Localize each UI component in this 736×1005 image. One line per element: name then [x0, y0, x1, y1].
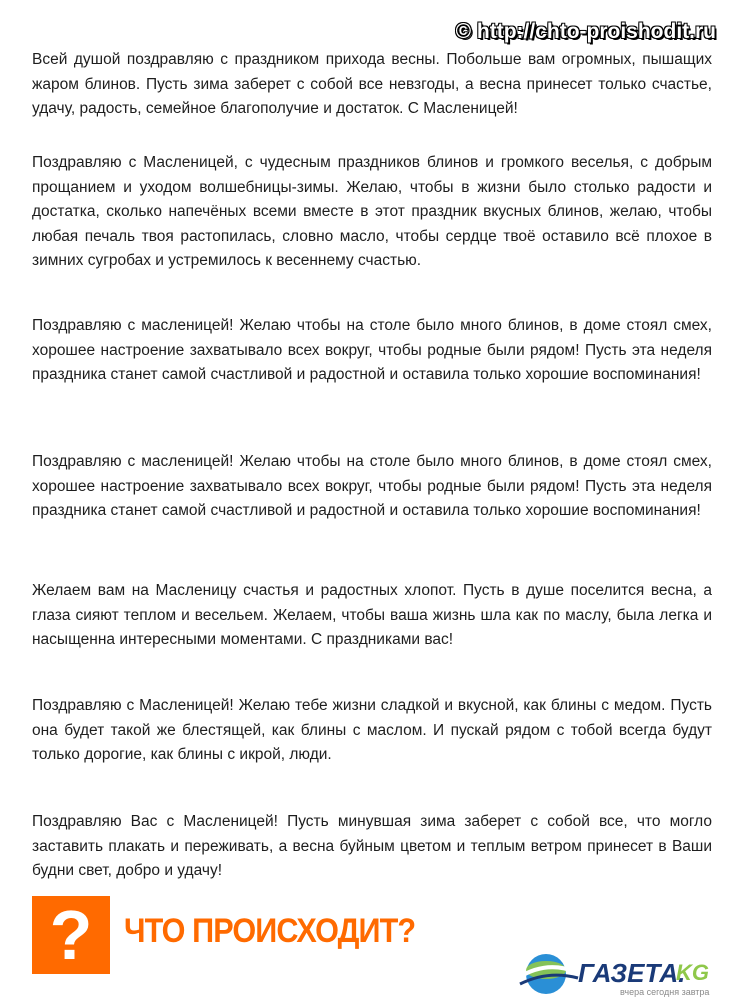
- greeting-paragraph-2: Поздравляю с Масленицей, с чудесным праздников блинов и громкого веселья, с добрым прощанием и уходом волшебницы-зимы. Желаю, чтобы в жизни было столько радости и достатка, сколько напечёных всеми вместе в этот праздник вкусных блинов, желаю, чтобы любая печаль твоя растопилась, словно масло, чтобы сердце твоё оставило всё плохое в зимних сугробах и устремилось к весеннему счастью.: [32, 154, 712, 269]
- greeting-paragraph-7: Поздравляю Вас с Масленицей! Пусть минувшая зима заберет с собой все, что могло заставить плакать и переживать, а весна буйным цветом и теплым ветром принесет в Ваши будни свет, добро и удачу!: [32, 813, 712, 879]
- greeting-paragraph-4: Поздравляю с масленицей! Желаю чтобы на столе было много блинов, в доме стоял смех, хорошее настроение захватывало всех вокруг, чтобы родные были рядом! Пусть эта неделя праздника станет самой счастливой и радостной и оставила только хорошие воспоминания!: [32, 453, 712, 519]
- site-logo-text: ЧТО ПРОИСХОДИТ?: [124, 912, 416, 950]
- globe-icon: [516, 948, 580, 1004]
- gazeta-kg-logo: [516, 948, 731, 1004]
- greeting-paragraph-5: Желаем вам на Масленицу счастья и радостных хлопот. Пусть в душе поселится весна, а глаза сияют теплом и весельем. Желаем, чтобы ваша жизнь шла как по маслу, была легка и насыщенна интересными моментами. С праздниками вас!: [32, 582, 712, 648]
- gazeta-tagline: вчера сегодня завтра: [620, 987, 710, 997]
- gazeta-name: ГАЗЕТА.: [578, 958, 686, 988]
- gazeta-tld: KG: [676, 960, 709, 985]
- greeting-paragraph-6: Поздравляю с Масленицей! Желаю тебе жизни сладкой и вкусной, как блины с медом. Пусть она будет такой же блестящей, как блины с маслом. И пускай рядом с тобой всегда будут только дорогие, как блины с икрой, люди.: [32, 697, 712, 763]
- greeting-paragraph-3: Поздравляю с масленицей! Желаю чтобы на столе было много блинов, в доме стоял смех, хорошее настроение захватывало всех вокруг, чтобы родные были рядом! Пусть эта неделя праздника станет самой счастливой и радостной и оставила только хорошие воспоминания!: [32, 317, 712, 383]
- watermark-url: © http://chto-proishodit.ru: [455, 20, 716, 43]
- greeting-paragraph-1: Всей душой поздравляю с праздником прихода весны. Побольше вам огромных, пышащих жаром блинов. Пусть зима заберет с собой все невзгоды, а весна принесет только счастье, удачу, радость, семейное благополучие и достаток. С Масленицей!: [32, 51, 712, 117]
- question-mark-logo-icon: [32, 896, 110, 974]
- question-mark-glyph: ?: [49, 896, 93, 974]
